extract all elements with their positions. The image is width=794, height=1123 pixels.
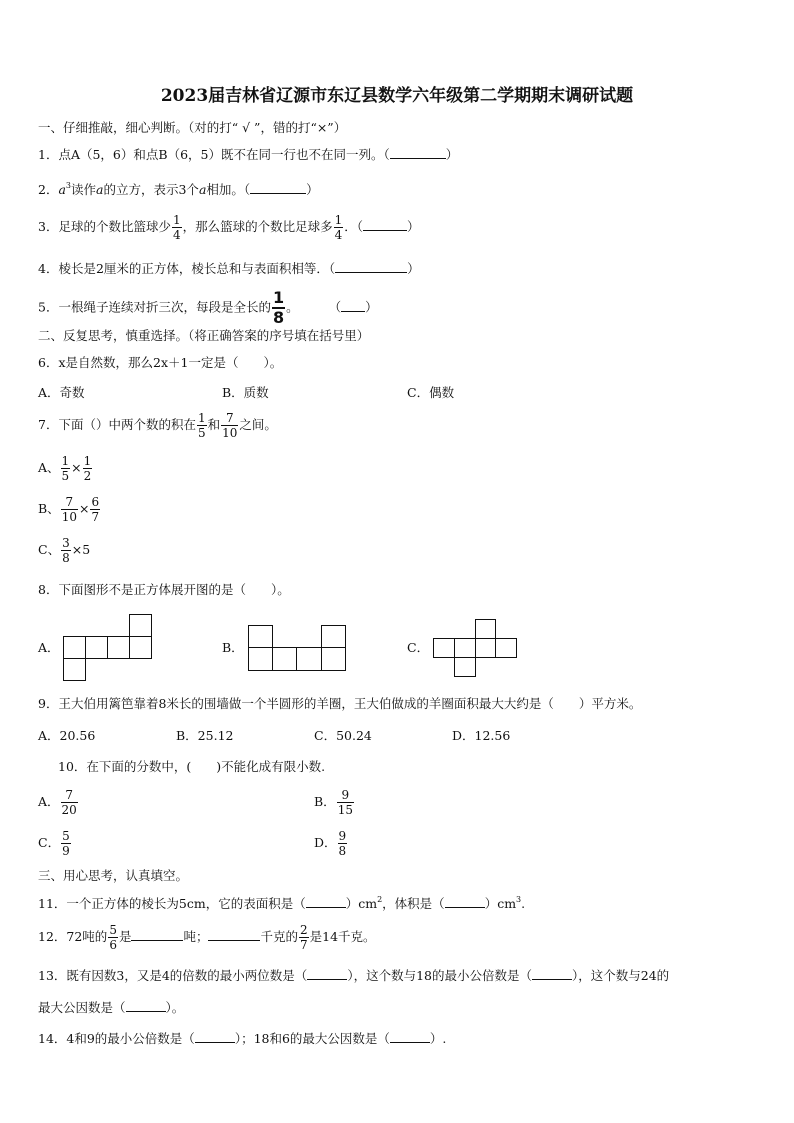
answer-blank[interactable] [532, 969, 572, 980]
cube-net-c [433, 619, 519, 679]
question-9: 9．王大伯用篱笆靠着8米长的围墙做一个半圆形的羊圈，王大伯做成的羊圈面积最大大约是（ ）平方米。 [38, 696, 642, 711]
option-c[interactable]: C．偶数 [407, 385, 455, 400]
option-b[interactable]: B． [222, 640, 244, 655]
option-c[interactable]: C、 $\frac{3}{8}$ ×5 [38, 536, 91, 565]
question-7: 7．下面（）中两个数的积在 $\frac{1}{5}$ 和 $\frac{7}{10}$ 之间。 [38, 411, 277, 440]
question-3: 3．足球的个数比篮球少 $\frac{1}{4}$ ，那么篮球的个数比足球多 $\frac{1}{4}$ ．（ ） [38, 213, 420, 242]
option-b[interactable]: B．质数 [222, 385, 269, 400]
fraction: $\frac{3}{8}$ [62, 536, 70, 565]
section-2-heading: 二、反复思考，慎重选择。（将正确答案的序号填在括号里） [38, 328, 370, 343]
cube-net-b [248, 625, 348, 673]
answer-blank[interactable] [390, 148, 446, 159]
question-6: 6．x是自然数，那么2x＋1一定是（ ）。 [38, 355, 283, 370]
fraction: $\frac{7}{20}$ [61, 788, 77, 817]
option-a[interactable]: A． $\frac{7}{20}$ [38, 788, 77, 817]
page-title: 2023届吉林省辽源市东辽县数学六年级第二学期期末调研试题 [160, 86, 634, 106]
answer-blank[interactable] [250, 183, 306, 194]
fraction: $\frac{1}{8}$ [272, 288, 285, 327]
question-14: 14．4和9的最小公倍数是（ ）；18和6的最大公因数是（ ）. [38, 1031, 447, 1046]
answer-blank[interactable] [307, 969, 347, 980]
fraction: $\frac{6}{7}$ [91, 495, 100, 524]
answer-blank[interactable] [445, 897, 485, 908]
option-c[interactable]: C． $\frac{5}{9}$ [38, 829, 70, 858]
option-b[interactable]: B． $\frac{9}{15}$ [314, 788, 353, 817]
question-4: 4．棱长是2厘米的正方体，棱长总和与表面积相等．（ ） [38, 261, 420, 276]
question-10: 10．在下面的分数中，( )不能化成有限小数. [58, 759, 326, 774]
question-11: 11．一个正方体的棱长为5cm，它的表面积是（ ）$cm^2$，体积是（ ）$cm^3$. [38, 895, 526, 911]
fraction: $\frac{1}{5}$ [197, 411, 206, 440]
fraction: $\frac{1}{5}$ [61, 454, 70, 483]
option-b[interactable]: B．25.12 [176, 728, 234, 743]
question-2: 2．$a^3$读作a的立方，表示3个a相加。（ ） [38, 181, 319, 197]
answer-blank[interactable] [126, 1001, 166, 1012]
fraction: $\frac{9}{15}$ [337, 788, 353, 817]
fraction: $\frac{1}{4}$ [334, 213, 343, 242]
answer-blank[interactable] [306, 897, 346, 908]
question-13: 13．既有因数3，又是4的倍数的最小两位数是（ ），这个数与18的最小公倍数是（ ），这个数与24的 [38, 968, 670, 983]
option-d[interactable]: D．12.56 [452, 728, 511, 743]
answer-blank[interactable] [195, 1032, 235, 1043]
answer-blank[interactable] [390, 1032, 430, 1043]
section-3-heading: 三、用心思考，认真填空。 [38, 868, 189, 883]
question-1-text: 1．点A（5，6）和点B（6，5）既不在同一行也不在同一列。（ [38, 147, 390, 162]
answer-blank[interactable] [208, 930, 260, 941]
section-1-heading: 一、仔细推敲，细心判断。（对的打“ √ ”，错的打“×”） [38, 120, 347, 135]
question-12: 12．72吨的 $\frac{5}{6}$ 是 吨； 千克的 $\frac{2}{7}$ 是14千克。 [38, 923, 376, 952]
question-13-continued: 最大公因数是（ ）。 [38, 1000, 185, 1015]
option-a[interactable]: A、 $\frac{1}{5}$ × $\frac{1}{2}$ [38, 454, 92, 483]
fraction: $\frac{5}{9}$ [62, 829, 70, 858]
fraction: $\frac{5}{6}$ [109, 923, 117, 952]
option-a[interactable]: A．20.56 [38, 728, 96, 743]
question-5: 5．一根绳子连续对折三次，每段是全长的 $\frac{1}{8}$ 。 （ ） [38, 288, 378, 327]
option-c[interactable]: C． [407, 640, 430, 655]
option-a[interactable]: A． [38, 640, 60, 655]
cube-net-a [63, 614, 155, 682]
option-c[interactable]: C．50.24 [314, 728, 372, 743]
fraction: $\frac{2}{7}$ [300, 923, 308, 952]
answer-blank[interactable] [335, 262, 407, 273]
fraction: $\frac{1}{2}$ [83, 454, 92, 483]
option-a[interactable]: A．奇数 [38, 385, 85, 400]
fraction: $\frac{1}{4}$ [172, 213, 181, 242]
fraction: $\frac{9}{8}$ [338, 829, 347, 858]
question-1: 1．点A（5，6）和点B（6，5）既不在同一行也不在同一列。（ ） [38, 147, 459, 162]
fraction: $\frac{7}{10}$ [222, 411, 238, 440]
fraction: $\frac{7}{10}$ [61, 495, 77, 524]
option-d[interactable]: D． $\frac{9}{8}$ [314, 829, 347, 858]
answer-blank[interactable] [131, 930, 183, 941]
answer-blank[interactable] [341, 301, 365, 312]
question-8: 8．下面图形不是正方体展开图的是（ ）。 [38, 582, 290, 597]
option-b[interactable]: B、 $\frac{7}{10}$ × $\frac{6}{7}$ [38, 495, 100, 524]
answer-blank[interactable] [363, 220, 407, 231]
